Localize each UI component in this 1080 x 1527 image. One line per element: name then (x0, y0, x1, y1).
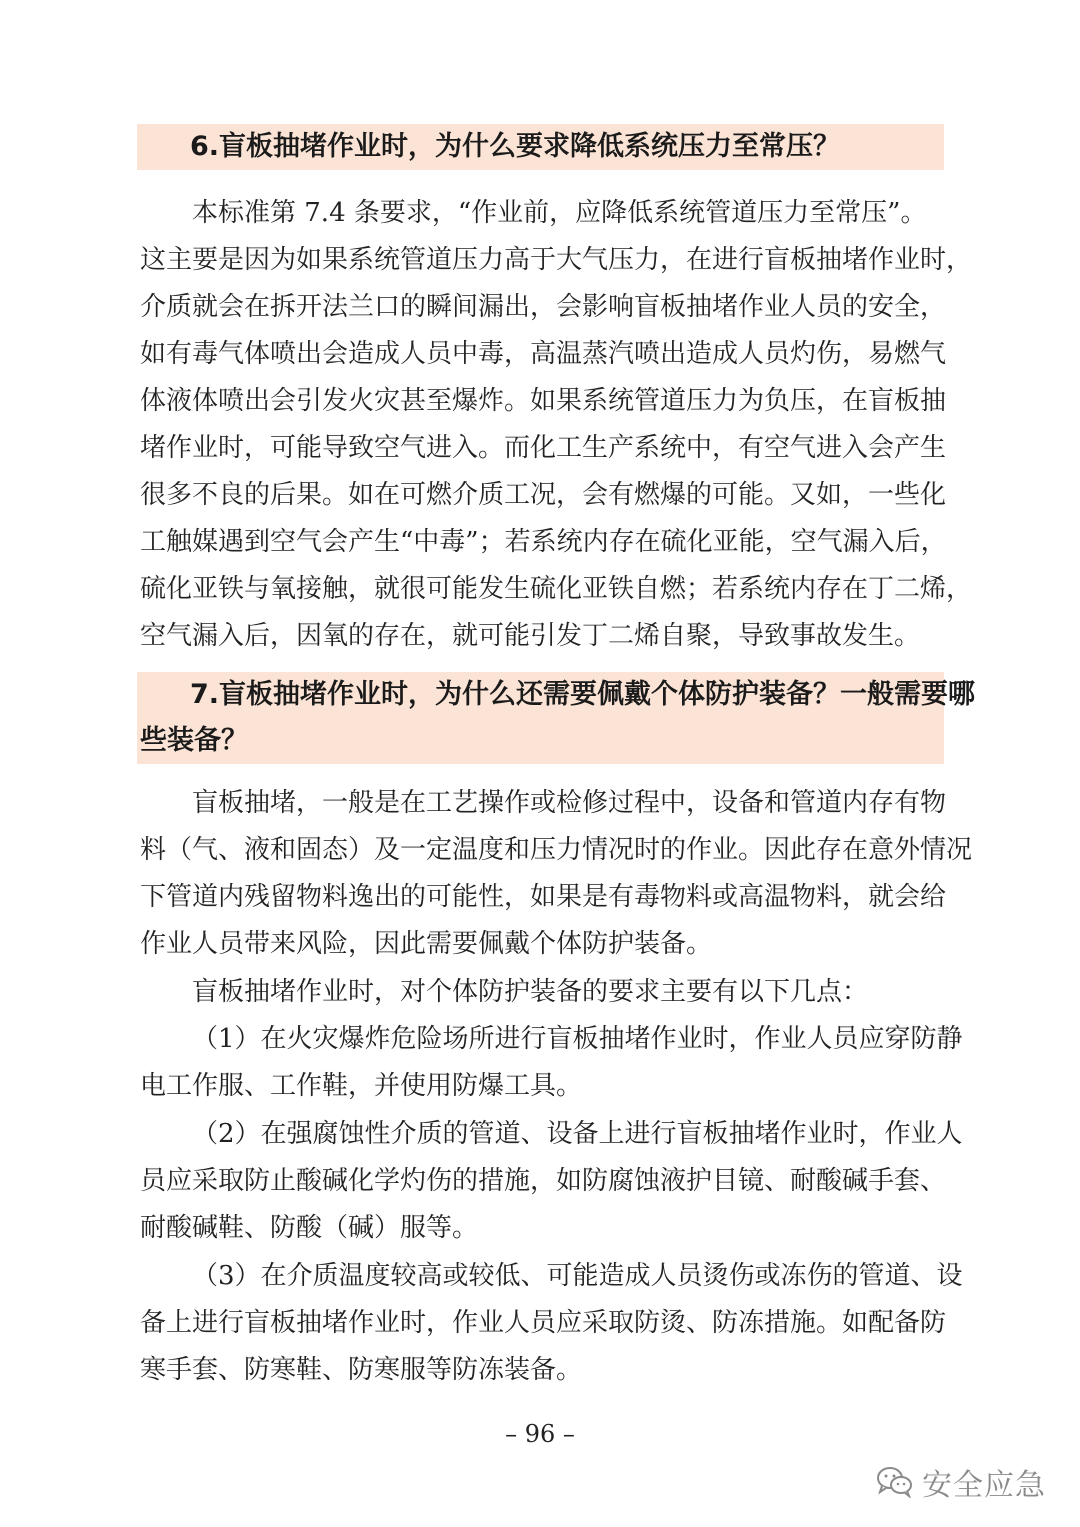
text-line: 本标准第 7.4 条要求，“作业前，应降低系统管道压力至常压”。 (192, 198, 927, 228)
question-7-requirements-lead (140, 969, 960, 1016)
heading-line: 7.盲板抽堵作业时，为什么还需要佩戴个体防护装备？一般需要哪 (190, 679, 976, 710)
text-line: （3）在介质温度较高或较低、可能造成人员烫伤或冻伤的管道、设 (192, 1261, 963, 1291)
question-6-heading (137, 124, 944, 170)
text-line: 料（气、液和固态）及一定温度和压力情况时的作业。因此存在意外情况 (140, 835, 973, 865)
text-line: 盲板抽堵，一般是在工艺操作或检修过程中，设备和管道内存有物 (192, 788, 947, 818)
watermark-text: 安全应急 (922, 1468, 1046, 1503)
text-line: 如有毒气体喷出会造成人员中毒，高温蒸汽喷出造成人员灼伤，易燃气 (140, 339, 947, 369)
watermark (876, 1460, 1046, 1504)
text-line: 员应采取防止酸碱化学灼伤的措施，如防腐蚀液护目镜、耐酸碱手套、 (140, 1166, 947, 1196)
question-7-answer-intro (140, 780, 973, 968)
text-line: 盲板抽堵作业时，对个体防护装备的要求主要有以下几点： (192, 977, 869, 1007)
text-line: 下管道内残留物料逸出的可能性，如果是有毒物料或高温物料，就会给 (140, 882, 947, 912)
text-line: （1）在火灾爆炸危险场所进行盲板抽堵作业时，作业人员应穿防静 (192, 1024, 963, 1054)
text-line: 空气漏入后，因氧的存在，就可能引发丁二烯自聚，导致事故发生。 (140, 621, 921, 651)
text-line: 介质就会在拆开法兰口的瞬间漏出，会影响盲板抽堵作业人员的安全， (140, 292, 947, 322)
page-number: – 96 – (505, 1420, 575, 1448)
question-6-answer (140, 190, 973, 660)
text-line: 电工作服、工作鞋，并使用防爆工具。 (140, 1071, 583, 1101)
text-line: 很多不良的后果。如在可燃介质工况，会有燃爆的可能。又如，一些化 (140, 480, 947, 510)
heading-line: 6.盲板抽堵作业时，为什么要求降低系统压力至常压？ (190, 131, 841, 162)
text-line: 堵作业时，可能导致空气进入。而化工生产系统中，有空气进入会产生 (140, 433, 947, 463)
text-line: 这主要是因为如果系统管道压力高于大气压力，在进行盲板抽堵作业时， (140, 245, 973, 275)
question-7-heading (137, 672, 976, 764)
text-line: 工触媒遇到空气会产生“中毒”；若系统内存在硫化亚能，空气漏入后， (140, 527, 947, 557)
wechat-icon (876, 1466, 914, 1498)
text-line: 体液体喷出会引发火灾甚至爆炸。如果系统管道压力为负压，在盲板抽 (140, 386, 947, 416)
requirement-item-1 (140, 1016, 963, 1110)
text-line: 耐酸碱鞋、防酸（碱）服等。 (140, 1213, 479, 1243)
heading-line: 些装备？ (140, 725, 248, 756)
text-line: 硫化亚铁与氧接触，就很可能发生硫化亚铁自燃；若系统内存在丁二烯， (140, 574, 973, 604)
requirement-item-3 (140, 1253, 963, 1394)
text-line: 作业人员带来风险，因此需要佩戴个体防护装备。 (140, 929, 713, 959)
text-line: （2）在强腐蚀性介质的管道、设备上进行盲板抽堵作业时，作业人 (192, 1119, 963, 1149)
text-line: 备上进行盲板抽堵作业时，作业人员应采取防烫、防冻措施。如配备防 (140, 1308, 947, 1338)
requirement-item-2 (140, 1111, 963, 1252)
text-line: 寒手套、防寒鞋、防寒服等防冻装备。 (140, 1355, 583, 1385)
